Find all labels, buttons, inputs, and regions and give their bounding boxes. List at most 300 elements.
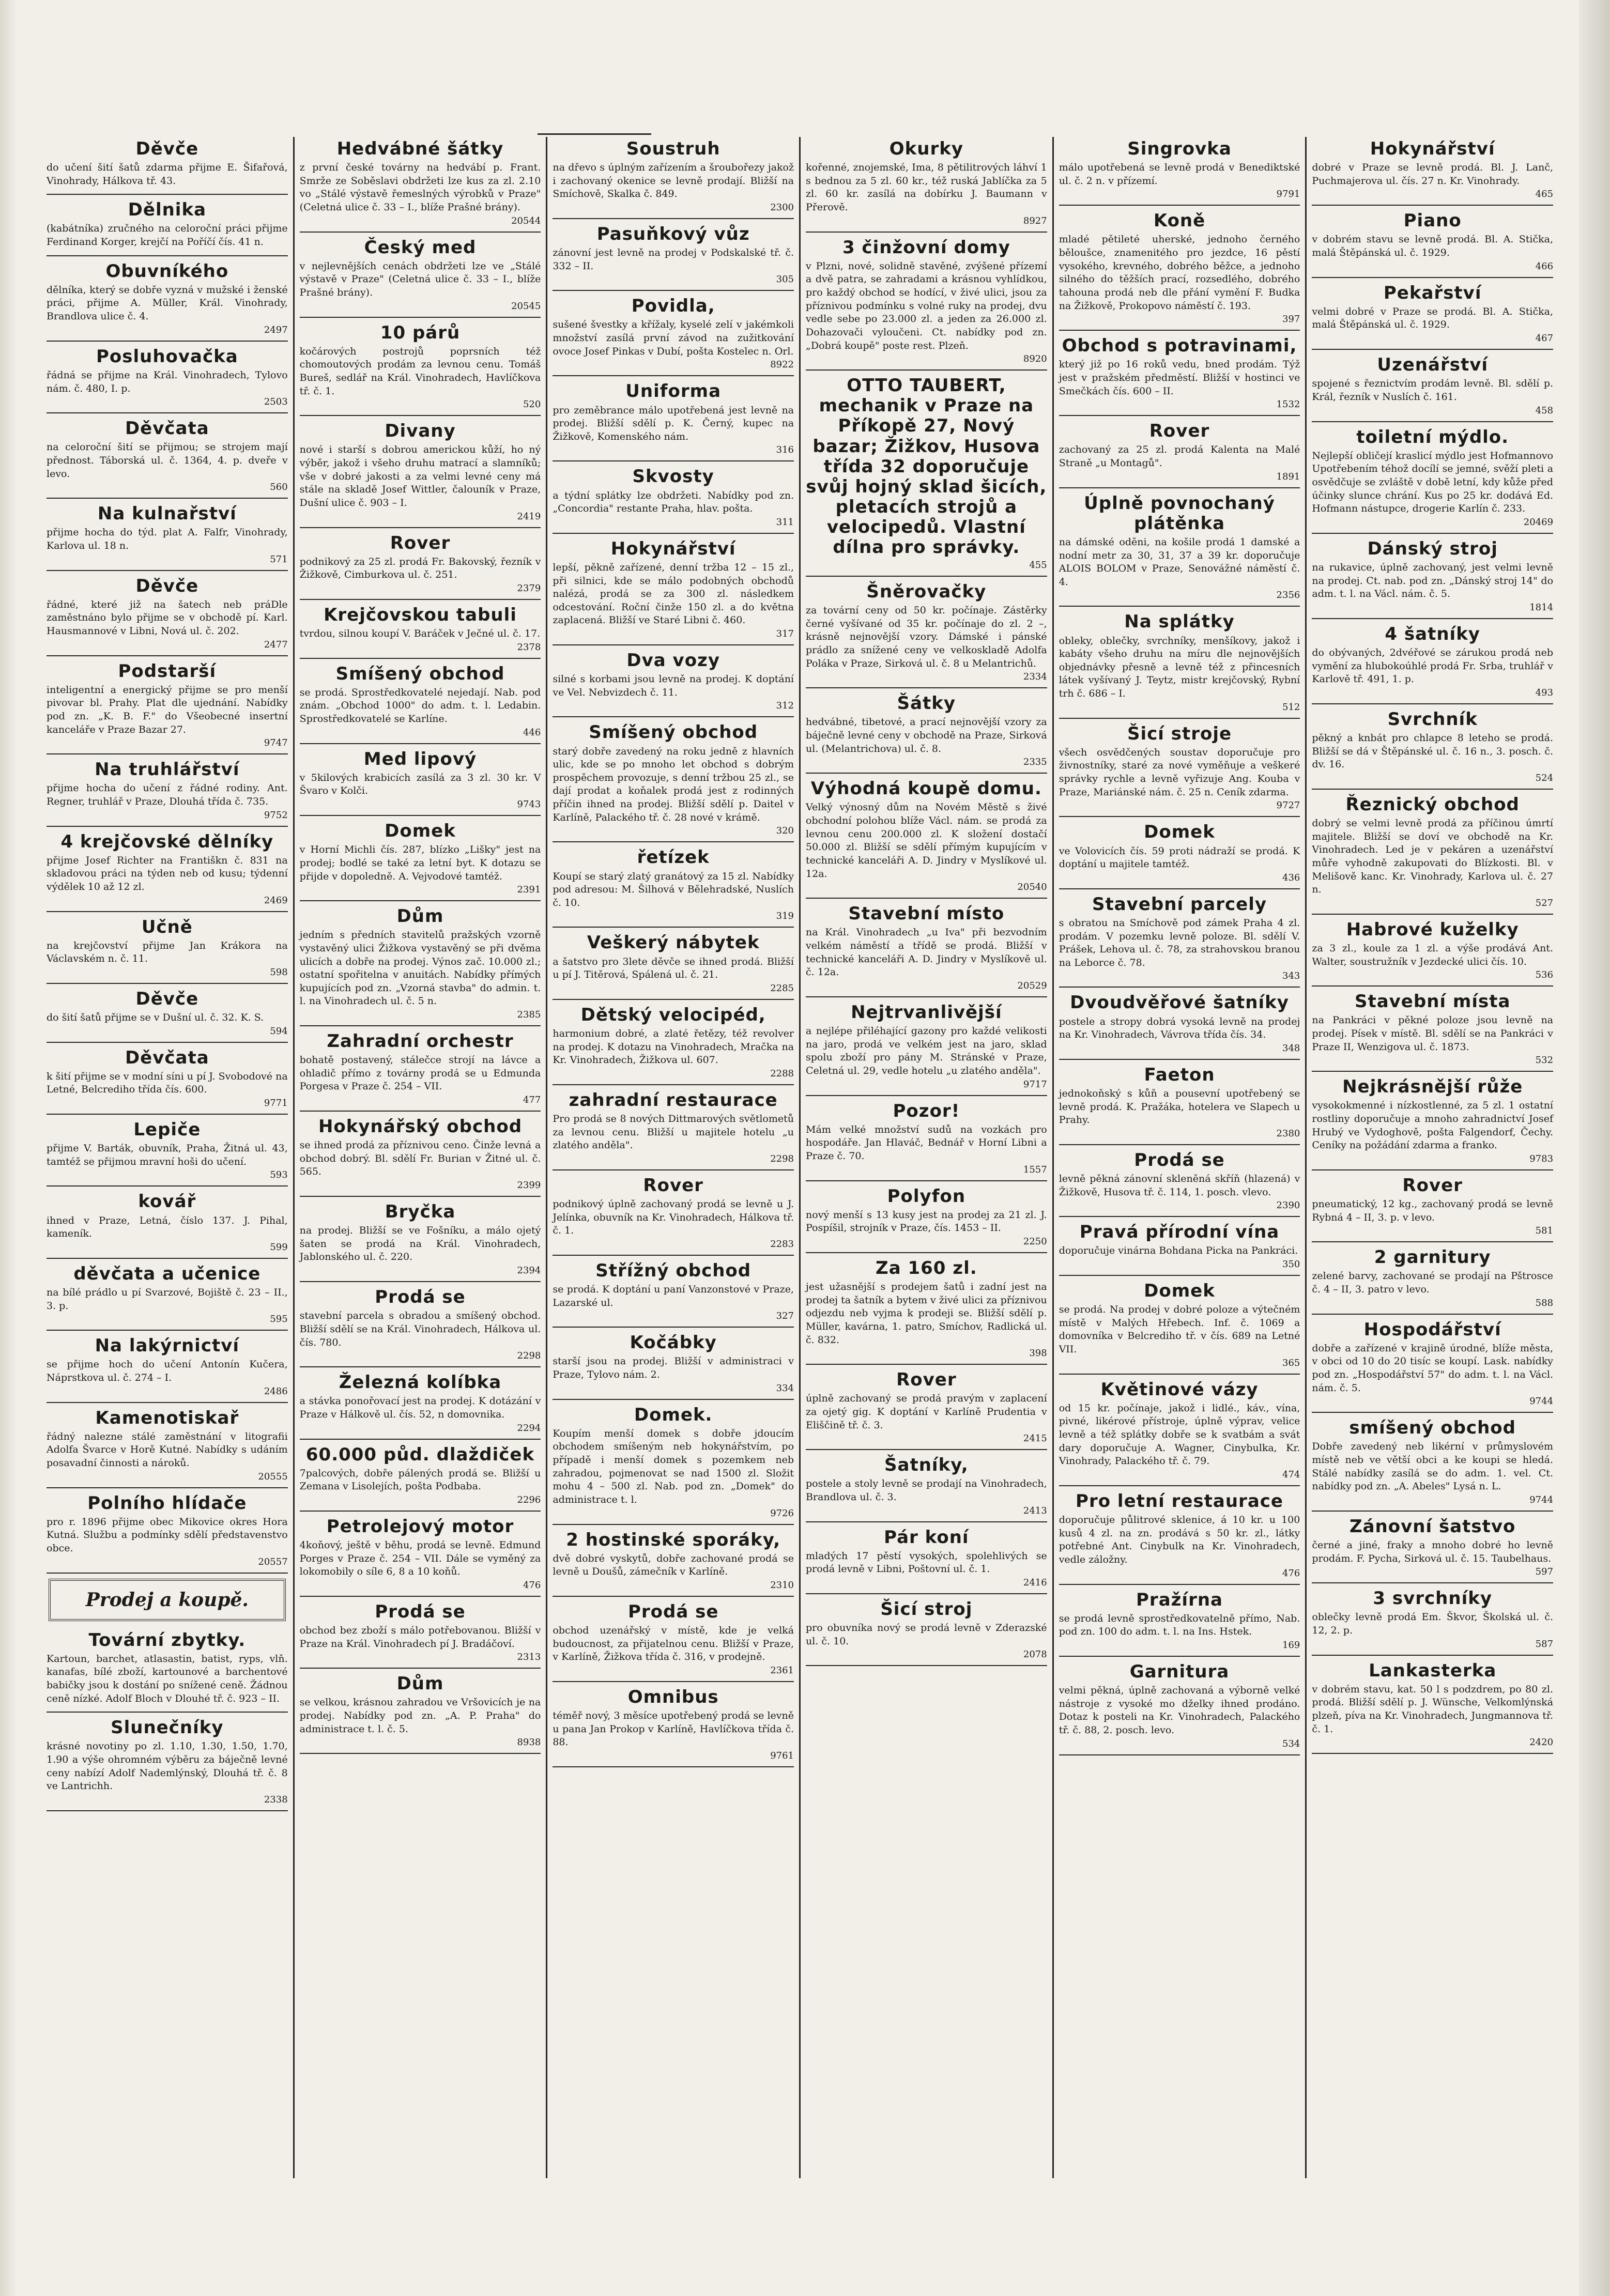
classified-ad — [300, 603, 541, 659]
ad-title: Rover — [1149, 421, 1210, 442]
classified-ad — [553, 379, 794, 461]
ad-body: v dobrém stavu se levně prodá. Bl. A. Stička, malá Štěpánská ul. č. 1929. — [1312, 234, 1554, 259]
ad-reference-number: 2338 — [264, 1794, 288, 1805]
ad-title: Piano — [1403, 210, 1462, 232]
classified-ad — [47, 1262, 288, 1331]
classified-ad — [1059, 1063, 1300, 1145]
ad-title: Zahradní orchestr — [327, 1031, 514, 1052]
ad-reference-number: 2335 — [1023, 757, 1047, 768]
ad-body: s obratou na Smíchově pod zámek Praha 4 zl. prodám. V pozemku levně poloze. Bl. sdělí V. Prášek, Lehova ul. č. 78, za strahovskou branou na Leborce č. 78. — [1059, 917, 1300, 968]
ad-body: řádná se přijme na Král. Vinohradech, Tylovo nám. č. 480, I. p. — [47, 369, 288, 394]
classified-ad — [300, 1200, 541, 1282]
ad-title: Na kulnařství — [97, 503, 237, 525]
ad-title: Dům — [396, 906, 444, 927]
ad-title: Zánovní šatstvo — [1349, 1516, 1516, 1537]
classified-ad — [1059, 209, 1300, 331]
classified-ad — [553, 1174, 794, 1256]
ad-reference-number: 8927 — [1023, 215, 1047, 226]
ad-reference-number: 9771 — [264, 1098, 288, 1109]
classified-ad — [1059, 334, 1300, 416]
classified-ad — [553, 465, 794, 533]
classified-ad — [47, 1491, 288, 1574]
ad-title: Dům — [396, 1673, 444, 1694]
ad-title: Kamenotiskař — [95, 1407, 239, 1428]
classified-ad — [300, 1672, 541, 1754]
ad-body: Dobře zavedený neb likérní v průmyslovém místě neb ve větší obci a ke koupi se hledá. Stálé nabídky zasílá se do adm. 1. vel. Ct. nabídky pod zn. „A. Abeles" Lysá n. L. — [1312, 1441, 1554, 1492]
ad-title: Faeton — [1144, 1064, 1215, 1085]
ad-reference-number: 9791 — [1276, 189, 1300, 200]
ad-reference-number: 397 — [1282, 314, 1300, 325]
classified-ad — [47, 1118, 288, 1186]
ad-title: Petrolejový motor — [326, 1516, 514, 1537]
ad-body: v Plzni, nové, solidně stavěné, zvýšené přízemí a dvě patra, se zahradami a krásnou vyhlídkou, pro každý obchod se hodící, v živé ulici, jsou za příznivou podmínku s volné ruky na prodej, dvu vedle sebe po 23.000 zl. a jeden za 26.000 zl. Dohazovači vyloučeni. Ct. nabídky pod zn. „Dobrá koupě" poste rest. Plzeň. — [806, 260, 1047, 351]
ad-reference-number: 9744 — [1529, 1396, 1554, 1407]
ad-title: Habrové kuželky — [1346, 919, 1519, 940]
ad-reference-number: 9747 — [264, 737, 288, 749]
ad-title: Obchod s potravinami, — [1062, 335, 1297, 357]
classified-ad — [1059, 491, 1300, 607]
ad-body: Velký výnosný dům na Novém Městě s živé obchodní polohou blíže Václ. nám. se prodá za levnou cenu 200.000 zl. K složení dostačí 50.000 zl. Bližší se sdělí přímým kupujícím v technické kanceláři A. D. Jindry v Myslíkové ul. 12a. — [806, 802, 1047, 880]
ad-body: pro obuvníka nový se prodá levně v Zderazské ul. č. 10. — [806, 1622, 1047, 1647]
classified-ad — [553, 1528, 794, 1597]
ad-reference-number: 2390 — [1276, 1200, 1300, 1211]
classified-ad — [1312, 281, 1553, 350]
classified-ad — [1312, 1174, 1553, 1242]
ad-title: Posluhovačka — [96, 346, 238, 367]
ad-body: na krejčovství přijme Jan Krákora na Václavském n. č. 11. — [47, 939, 288, 965]
classified-ad — [47, 1716, 288, 1811]
classified-ad — [1059, 1489, 1300, 1585]
ad-body: postele a stoly levně se prodají na Vinohradech, Brandlova ul. č. 3. — [806, 1478, 1047, 1503]
classified-ad — [553, 1685, 794, 1767]
ad-reference-number: 2294 — [517, 1422, 541, 1434]
ad-title: OTTO TAUBERT, mechanik v Praze na Příkopě 27, Nový bazar; Žižkov, Husova třída 32 doporučuje svůj hojný sklad šicích, pletacích strojů a velocipedů. Vlastní dílna pro správky. — [806, 375, 1047, 558]
classified-ad — [1312, 1245, 1553, 1314]
ad-title: Slunečníky — [111, 1717, 224, 1738]
classified-ad — [300, 1600, 541, 1669]
ad-column — [1054, 137, 1307, 2178]
ad-title: Polního hlídače — [87, 1492, 247, 1514]
ad-body: málo upotřebená se levně prodá v Benediktské ul. č. 2 n. v přízemí. — [1059, 162, 1300, 187]
classified-ad — [1312, 1318, 1553, 1413]
ad-body: bohatě postavený, stálečce strojí na lávce a ohladič přímo z továrny prodá se u Edmunda Porgesa v Praze č. 254 – VII. — [299, 1054, 541, 1092]
classified-ad — [553, 222, 794, 291]
ad-title: Šicí stroje — [1127, 723, 1232, 744]
ad-body: v Horní Michli čís. 287, blízko „Lišky" jest na prodej; bodlé se také za letní byt. K dotazu se přijde v dopoledně. A. Vejvodové tamtéž. — [299, 844, 541, 882]
ad-reference-number: 20469 — [1523, 516, 1554, 528]
ad-title: Děvče — [135, 988, 199, 1009]
ad-body: se prodá levně sprostředkovatelně přímo, Nab. pod zn. 100 do adm. t. l. na Ins. Hstek. — [1059, 1612, 1300, 1638]
section-banner: Prodej a koupě. — [49, 1579, 286, 1621]
ad-title: kovář — [138, 1191, 196, 1212]
ad-reference-number: 2296 — [517, 1494, 541, 1505]
ad-reference-number: 2419 — [517, 511, 541, 522]
ad-reference-number: 20540 — [1017, 882, 1047, 893]
ad-reference-number: 2385 — [517, 1009, 541, 1021]
classified-ad — [1312, 918, 1553, 987]
classified-ad — [47, 915, 288, 984]
classified-ad — [1312, 353, 1553, 422]
ad-reference-number: 2380 — [1276, 1128, 1300, 1139]
ad-reference-number: 474 — [1282, 1469, 1300, 1480]
ad-body: pro zeměbrance málo upotřebená jest levně na prodej. Bližší sdělí p. K. Černý, kupec na Žižkově, Komenského nám. — [553, 404, 794, 442]
ad-body: Nejlepší obličejí kraslicí mýdlo jest Hofmannovo Upotřebením téhož docílí se jemné, svěží pleti a osvědčuje se zvláště v době letní, kdy kůže před účinky slunce chrání. Kus po 25 kr. dodává Ed. Hofmann nástupce, drogerie Karlín č. 233. — [1312, 450, 1554, 515]
ad-reference-number: 466 — [1535, 260, 1554, 272]
ad-reference-number: 2285 — [770, 982, 794, 994]
ad-column — [547, 137, 801, 2178]
classified-ad — [300, 904, 541, 1026]
ad-reference-number: 599 — [270, 1241, 288, 1253]
ad-reference-number: 8922 — [770, 359, 794, 371]
classified-ad — [300, 1370, 541, 1439]
ad-reference-number: 2298 — [770, 1153, 794, 1164]
classified-ad — [1059, 820, 1300, 889]
ad-title: smíšený obchod — [1349, 1417, 1516, 1439]
ad-title: Stavební místa — [1354, 991, 1511, 1012]
ad-reference-number: 536 — [1535, 969, 1554, 981]
ad-title: Stavební místo — [848, 903, 1005, 924]
ad-body: velmi pěkná, úplně zachovaná a výborně velké nástroje z vysoké mo dželky ihned prodáno. Dotaz k posteli na Kr. Vinohradech, Palackého tř. č. 88, 2. posch. levo. — [1059, 1685, 1300, 1736]
ad-reference-number: 588 — [1535, 1297, 1554, 1308]
ad-body: řádné, které již na šatech neb práDle zaměstnáno bylo přijme se v obchodě pí. Karl. Hausmannové v Libni, Nová ul. č. 202. — [47, 598, 288, 637]
ad-body: na rukavice, úplně zachovaný, jest velmi levně na prodej. Ct. nab. pod zn. „Dánský stroj 14" do adm. t. l. na Václ. nám. č. 5. — [1312, 561, 1554, 600]
ad-reference-number: 1532 — [1276, 399, 1300, 410]
ad-reference-number: 2250 — [1023, 1236, 1047, 1247]
ad-body: z první české továrny na hedvábí p. Frant. Smrže ze Soběslavi obdržeti lze kus za zl. 2.10 vo „Stálé výstavě řemeslných výrobků v Praze" (Celetná ulice č. 33 – I., blíže Prašné brány). — [299, 162, 541, 213]
ad-body: a stávka ponořovací jest na prodej. K dotázání v Praze v Hálkově ul. čís. 52, n domovnika. — [299, 1395, 541, 1420]
ad-reference-number: 348 — [1282, 1042, 1300, 1054]
classified-ad — [553, 537, 794, 645]
classified-ad — [300, 531, 541, 600]
ad-title: Polyfon — [887, 1185, 966, 1207]
ad-title: Svrchník — [1387, 708, 1478, 730]
ad-reference-number: 534 — [1282, 1738, 1300, 1749]
classified-ad — [806, 902, 1047, 997]
ad-title: Hedvábné šátky — [336, 138, 504, 159]
ad-reference-number: 319 — [776, 911, 794, 922]
ad-body: stavební parcela s obradou a smíšený obchod. Bližší sdělí se na Král. Vinohradech, Hálkova ul. čís. 780. — [299, 1310, 541, 1348]
ad-title: Soustruh — [626, 138, 720, 159]
ad-reference-number: 598 — [270, 966, 288, 978]
classified-ad — [300, 321, 541, 417]
ad-title: Železná kolíbka — [339, 1372, 502, 1393]
classified-ad — [47, 198, 288, 256]
classified-ad — [1059, 419, 1300, 488]
ad-body: úplně zachovaný se prodá pravým v zaplacení za ojetý gig. K doptání v Karlíně Prudentia v Eliščině tř. č. 3. — [806, 1393, 1047, 1431]
ad-reference-number: 458 — [1535, 405, 1554, 416]
ad-title: Dva vozy — [626, 650, 720, 671]
classified-ad — [300, 662, 541, 744]
ad-title: 3 svrchníky — [1373, 1588, 1493, 1609]
ad-reference-number: 20545 — [511, 300, 541, 312]
ad-reference-number: 2477 — [264, 639, 288, 650]
classified-ad — [1312, 1586, 1553, 1655]
ad-body: do šití šatů přijme se v Dušní ul. č. 32. K. S. — [47, 1012, 264, 1024]
ad-reference-number: 477 — [523, 1095, 541, 1106]
ad-body: přijme hocha do týd. plat A. Falfr, Vinohrady, Karlova ul. 18 n. — [47, 527, 288, 551]
ad-body: jest užasnější s prodejem šatů i zadní jest na prodej ta šatník a bytem v živé ulici za příznivou odjezdu neb vyjma k prodeji se. Bližší sdělí p. Müller, kavárna, 1. patro, Smíchov, Radlická ul. č. 832. — [806, 1281, 1047, 1346]
ad-title: Dánský stroj — [1367, 538, 1498, 559]
ad-body: ve Volovicích čís. 59 proti nádraží se prodá. K doptání u majitele tamtéž. — [1059, 845, 1300, 870]
ad-title: Povidla, — [631, 296, 715, 317]
ad-title: 4 šatníky — [1385, 623, 1480, 644]
ad-reference-number: 2486 — [264, 1385, 288, 1397]
ad-reference-number: 9743 — [517, 799, 541, 810]
ad-body: zánovní jest levně na prodej v Podskalské tř. č. 332 – II. — [553, 247, 794, 272]
classified-ad — [806, 137, 1047, 233]
ad-reference-number: 597 — [1535, 1566, 1554, 1578]
ad-body: Pro prodá se 8 nových Dittmarových světlometů za levnou cenu. Bližší u majitele hotelu „u zlatého anděla". — [553, 1113, 794, 1151]
ad-body: na dřevo s úplným zařízením a šroubořezy jakož i zachovaný okenice se levně prodají. Bližší na Smíchově, Skalka č. 849. — [553, 162, 794, 200]
classified-ad — [553, 1600, 794, 1682]
ad-reference-number: 9783 — [1529, 1153, 1554, 1164]
classified-ad — [1059, 1279, 1300, 1375]
ad-reference-number: 317 — [776, 628, 794, 640]
ad-title: Singrovka — [1127, 138, 1232, 159]
ad-title: 4 krejčovské dělníky — [60, 831, 274, 852]
ad-reference-number: 8938 — [517, 1737, 541, 1748]
ad-title: Děvče — [135, 575, 199, 596]
ad-title: Rover — [390, 532, 451, 553]
ad-body: jednokoňský s kůň a pousevní upotřebený se levně prodá. K. Pražáka, hotelera ve Slapech u Prahy. — [1059, 1087, 1300, 1126]
ad-reference-number: 8920 — [1023, 353, 1047, 365]
ad-title: Lepiče — [133, 1119, 201, 1141]
ad-body: všech osvědčených soustav doporučuje pro živnostníky, staré za nové vyměňuje a veškeré správky rychle a levně vyřizuje Ang. Kouba v Praze, Mariánské nám. č. 25 n. Ceník zdarma. — [1059, 746, 1300, 798]
ad-body: kořenné, znojemské, Ima, 8 pětilitrových láhví 1 s bednou za 5 zl. 60 kr., též ruská Jablíčka za 5 zl. 60 kr. zasílá na dobírku J. Baumann v Přerově. — [806, 162, 1047, 213]
ad-body: do učení šití šatů zdarma přijme E. Šifařová, Vinohrady, Hálkova tř. 43. — [47, 162, 288, 187]
ad-body: pro r. 1896 přijme obec Mikovice okres Hora Kutná. Službu a podmínky sdělí představenstvo obce. — [47, 1516, 288, 1554]
ad-title: Rover — [896, 1369, 957, 1391]
ad-title: Hospodářství — [1363, 1319, 1501, 1340]
classified-ad — [553, 720, 794, 842]
ad-body: přijme hocha do učení z řádné rodiny. Ant. Regner, truhlář v Praze, Dlouhá třída č. 735. — [47, 782, 288, 807]
ad-column — [295, 137, 548, 2178]
ad-reference-number: 436 — [1282, 872, 1300, 883]
ad-title: Domek — [1144, 1280, 1215, 1301]
ad-body: na dámské oděni, na košile prodá 1 damské a nodní metr za 30, 31, 37 a 39 kr. doporučuje ALOIS BOLOM v Praze, Senovážné náměstí č. 4. — [1059, 536, 1300, 588]
classified-ad — [553, 1003, 794, 1085]
ad-reference-number: 2415 — [1023, 1433, 1047, 1444]
classified-ad — [47, 1406, 288, 1488]
ad-body: starý dobře zavedený na roku jedně z hlavních ulic, kde se po mnoho let obchod s dobrým prospěchem provozuje, s denní tržbou 25 zl., se dají prodat a koňalek prodá jest z rodinných příčin ihned na prodej. Bližší sdělí p. Daitel v Karlíně, Palackého tř. č. 28 nové v krámě. — [553, 745, 794, 823]
ad-body: mladých 17 pěstí vysokých, spolehlivých se prodá levně v Libni, Poštovní ul. č. 1. — [806, 1550, 1047, 1575]
ad-reference-number: 2334 — [1023, 671, 1047, 683]
ad-body: dobře a zařízené v krajině úrodné, blíže města, v obci od 10 do 20 tisíc se koupí. Lask. nabídky pod zn. „Hospodářství 57" do adm. t. l. na Václ. nám. č. 5. — [1312, 1342, 1554, 1394]
classified-ad — [806, 1525, 1047, 1594]
ad-column — [41, 137, 295, 2178]
classified-ad — [553, 931, 794, 999]
ad-title: 10 párů — [380, 322, 461, 343]
ad-body: mladé pětileté uherské, jednoho černého běloušce, znamenitého pro jezdce, 16 pěstí vysokého, krevného, dobrého běžce, a jednoho silného do těžších prací, rozsedlého, dobrého tahouna prodá neb dle přání vymění F. Budka na Žižkově, Prokopovo náměstí č. 193. — [1059, 234, 1300, 312]
ad-title: Český med — [364, 237, 477, 258]
classified-ad — [47, 659, 288, 755]
ad-reference-number: 2379 — [517, 583, 541, 594]
ad-body: postele a stropy dobrá vysoká levně na prodej na Kr. Vinohradech, Vávrova třída čís. 34. — [1059, 1015, 1300, 1041]
ad-body: podnikový za 25 zl. prodá Fr. Bakovský, řezník v Žižkově, Cimburkova ul. č. 251. — [299, 556, 541, 581]
ad-reference-number: 2391 — [517, 884, 541, 896]
ad-title: Okurky — [889, 138, 963, 159]
ad-body: a nejlépe přiléhající gazony pro každé velikosti na jaro, prodá ve velkém jest na jaro, sklad spolu zboží pro pány M. Stránské v Praze, Celetná ul. 29, vedle hotelu „u zlatého anděla". — [806, 1025, 1047, 1076]
ad-reference-number: 465 — [1535, 189, 1554, 200]
classified-ad — [1312, 209, 1553, 278]
ad-title: Veškerý nábytek — [587, 932, 760, 953]
classified-ad — [1059, 1148, 1300, 1217]
ad-reference-number: 476 — [523, 1579, 541, 1591]
ad-title: Domek — [1144, 822, 1215, 843]
classified-ad — [47, 259, 288, 342]
ad-reference-number: 1814 — [1529, 602, 1554, 613]
ad-title: Šátky — [897, 693, 956, 714]
classified-ad — [47, 502, 288, 571]
ad-title: Lankasterka — [1369, 1660, 1497, 1681]
ad-body: dvě dobré vyskytů, dobře zachované prodá se levně u Doušů, zámečník v Karlíně. — [553, 1552, 794, 1578]
ad-body: pneumatický, 12 kg., zachovaný prodá se levně Rybná 4 – II, 3. p. v levo. — [1312, 1198, 1554, 1223]
ad-reference-number: 2497 — [264, 324, 288, 335]
ad-title: Pro letní restaurace — [1076, 1490, 1283, 1512]
ad-reference-number: 312 — [776, 700, 794, 712]
ad-title: Smíšený obchod — [335, 663, 505, 684]
ad-reference-number: 320 — [776, 825, 794, 837]
ad-title: Pekařství — [1383, 282, 1482, 303]
ad-title: toiletní mýdlo. — [1356, 426, 1509, 448]
ad-body: přijme V. Barták, obuvník, Praha, Žitná ul. 43, tamtéž se přijmou mravní hoši do učení. — [47, 1143, 288, 1167]
classified-ad — [47, 1334, 288, 1403]
ad-body: ihned v Praze, Letná, číslo 137. J. Pihal, kameník. — [47, 1214, 288, 1240]
classified-ad — [300, 137, 541, 233]
ad-body: v nejlevnějších cenách obdržeti lze ve „Stálé výstavě v Praze" (Celetná ulice č. 33 – I., blíže Prašné brány). — [299, 260, 541, 299]
ad-body: který již po 16 roků vedu, bned prodám. Týž jest v pražském předměstí. Bližší v hostinci ve Smečkách čís. 600 – II. — [1059, 359, 1300, 397]
ad-body: Koupí se starý zlatý granátový za 15 zl. Nabídky pod adresou: M. Šilhová v Bělehradské, Nuslích č. 10. — [553, 870, 794, 908]
ad-body: silné s korbami jsou levně na prodej. K doptání ve Vel. Nebvizdech č. 11. — [553, 673, 794, 698]
ad-body: jedním s předních stavitelů pražských vzorně vystavěný ulici Žižkova vystavěný se při dvěma ulicích a dobře na prodej. Výnos zač. 10.000 zl.; ostatní spořitelna v anuitách. Nabídky přímých kupujících pod zn. „Vzorná stavba" do admin. t. l. na Vinohradech ul. č. 5 n. — [299, 929, 541, 1007]
classified-ad — [1059, 1378, 1300, 1486]
ad-body: se ihned prodá za příznivou ceno. Činže levná a obchod dobrý. Bl. sdělí Fr. Burian v Žitné ul. č. 565. — [299, 1139, 541, 1178]
ad-body: se velkou, krásnou zahradou ve Vršovicích je na prodej. Nabídky pod zn. „A. P. Praha" do administrace t. l. č. 5. — [299, 1697, 541, 1735]
classified-ad — [1312, 990, 1553, 1072]
ad-reference-number: 20529 — [1017, 980, 1047, 991]
ad-reference-number: 455 — [1029, 560, 1047, 571]
classified-ad — [806, 1256, 1047, 1365]
classified-ad — [1312, 1515, 1553, 1583]
ad-body: doporučuje vinárna Bohdana Picka na Pankráci. — [1059, 1245, 1298, 1257]
ad-body: Kartoun, barchet, atlasastin, batist, ryps, vlň. kanafas, bílé zboží, kartounové a barchentové babičky jsou k dostání po snížené ceně. Žádnou ceně nízké. Adolf Bloch v Dlouhé tř. č. 923 – II. — [47, 1653, 288, 1704]
ad-body: se prodá. Sprostředkovatelé nejedají. Nab. pod znám. „Obchod 1000" do adm. t. l. Ledabin. Sprostředkovatelé se Karlíne. — [299, 686, 541, 725]
ad-body: dělníka, který se dobře vyzná v mužské i ženské práci, přijme A. Müller, Král. Vinohrady, Brandlova ulice č. 4. — [47, 284, 288, 322]
ad-body: obchod bez zboží s málo potřebovanou. Bližší v Praze na Král. Vinohradech pí J. Bradáčoví. — [299, 1625, 541, 1650]
ad-title: Na lakýrnictví — [95, 1335, 240, 1357]
ad-reference-number: 2298 — [517, 1350, 541, 1362]
ad-body: dobrý se velmi levně prodá za příčinou úmrtí majitele. Bližší se doví ve obchodě na Kr. Vinohradech. Led je v pekáren a uzenářství můře vyhodně zakupovati do Blízkosti. Bl. v Melišově kanc. Kr. Vinohrady, Karlova ul. č. 27 n. — [1312, 817, 1554, 896]
ad-title: Prodá se — [627, 1601, 719, 1622]
ad-title: Divany — [385, 421, 456, 442]
ad-reference-number: 2378 — [517, 641, 541, 653]
classified-ad — [553, 1259, 794, 1328]
classified-ad — [1059, 137, 1300, 206]
ad-reference-number: 512 — [1282, 701, 1300, 713]
ad-title: děvčata a učenice — [73, 1263, 261, 1284]
classified-ad — [553, 1403, 794, 1525]
ad-title: Nejkrásnější růže — [1342, 1076, 1523, 1098]
ad-title: Šněrovačky — [866, 581, 987, 603]
ad-title: 2 garnitury — [1374, 1247, 1491, 1268]
ad-reference-number: 327 — [776, 1311, 794, 1322]
ad-reference-number: 532 — [1535, 1055, 1554, 1066]
ad-title: Stavební parcely — [1092, 893, 1267, 915]
ad-body: téměř nový, 3 měsíce upotřebený prodá se levně u pana Jan Prokop v Karlíně, Havlíčkova třída č. 88. — [553, 1710, 794, 1748]
ad-reference-number: 587 — [1535, 1638, 1554, 1650]
ad-reference-number: 2283 — [770, 1238, 794, 1250]
ad-reference-number: 20544 — [511, 215, 541, 226]
page-right-edge — [1579, 0, 1610, 2296]
ad-body: krásné novotiny po zl. 1.10, 1.30, 1.50, 1.70, 1.90 a výše ohromném výběru za báječně levné ceny nabízí Adolf Nademlýnský, Dlouhá tř. č. 8 ve Lantrichh. — [47, 1740, 288, 1792]
ad-title: Omnibus — [627, 1686, 719, 1707]
classified-ad — [1312, 622, 1553, 704]
ad-body: tvrdou, silnou koupí V. Baráček v Ječné ul. č. 17. — [299, 628, 541, 640]
ad-body: přijme Josef Richter na Františkn č. 831 na skladovou práci na týden neb od kusu; týdenní výdělek 10 až 12 zl. — [47, 854, 288, 892]
classified-ad — [806, 1000, 1047, 1096]
ad-body: pěkný a knbát pro chlapce 8 leteho se prodá. Bližší se dá v Štěpánské ul. č. 16 n., 3. posch. č. dv. 16. — [1312, 732, 1554, 771]
ad-body: na celoroční šití se přijmou; se strojem mají přednost. Táborská ul. č. 1364, 4. p. dveře v levo. — [47, 441, 288, 480]
ad-reference-number: 334 — [776, 1382, 794, 1394]
classified-ad — [47, 345, 288, 413]
ad-body: a týdní splátky lze obdržeti. Nabídky pod zn. „Concordia" restante Praha, hlav. pošta. — [553, 489, 794, 515]
classified-ad — [1312, 537, 1553, 619]
ad-title: Smíšený obchod — [589, 722, 758, 743]
classified-ad — [300, 1029, 541, 1112]
ad-body: od 15 kr. počínaje, jakož i lidlé., káv., vína, pivné, likérové přístroje, úplně výprav, velice levně a též splátky dobře se k svatbám a svát dary doporučuje A. Wagner, Cinybulka, Kr. Vinohrady, Palackého tř. č. 79. — [1059, 1402, 1300, 1467]
ad-reference-number: 2416 — [1023, 1577, 1047, 1589]
ad-reference-number: 9744 — [1529, 1494, 1554, 1505]
ad-body: 7palcových, dobře pálených prodá se. Bližší u Zemana v Lisolejích, pošta Podbaba. — [299, 1467, 541, 1492]
classified-ad — [806, 1368, 1047, 1450]
classified-ad — [47, 758, 288, 826]
ad-title: Kočábky — [630, 1332, 717, 1353]
classified-ad — [553, 845, 794, 928]
ad-body: v 5kilových krabicích zasílá za 3 zl. 30 kr. V Švaro v Kolči. — [299, 772, 541, 797]
page-left-edge — [0, 0, 16, 2296]
ad-body: doporučuje půlitrové sklenice, á 10 kr. u 100 kusů 4 zl. na zn. prodává s 50 kr. zl., látky potřebné Ant. Cinybulk na Kr. Vinohradech, vedle záložny. — [1059, 1514, 1300, 1565]
ad-title: 60.000 půd. dlaždiček — [305, 1444, 535, 1465]
ad-body: hedvábné, tibetové, a prací nejnovější vzory za báječně levné ceny v obchodě na Praze, Sirková ul. (Melantrichova) ul. č. 8. — [806, 716, 1047, 754]
ad-body: obchod uzenářský v místě, kde je velká budoucnost, za přijatelnou cenu. Bližší v Praze, v Karlíně, Žižkova třída č. 316, v prodejně. — [553, 1625, 794, 1663]
ad-body: obleky, oblečky, svrchníky, menšíkovy, jakož i kabáty všeho druhu na míru dle nejnovějších objednávky přesně a levně též z přincesních látek vyšívaný J. Teytz, mistr krejčovský, Rybní trh č. 686 – I. — [1059, 635, 1300, 700]
classified-ad — [553, 294, 794, 376]
ad-body: harmonium dobré, a zlaté řetězy, též revolver na prodej. K dotazu na Vinohradech, Mračka na Kr. Vinohradech, Žižkova ul. 607. — [553, 1027, 794, 1066]
ad-reference-number: 595 — [270, 1314, 288, 1325]
ad-body: kočárových postrojů poprsních též chomoutových prodám za levnou cenu. Tomáš Bureš, sedlář na Král. Vinohradech, Havlíčkova tř. č. 1. — [299, 345, 541, 397]
classified-ad — [806, 777, 1047, 899]
classified-ad — [300, 747, 541, 816]
ad-title: řetízek — [637, 847, 710, 868]
ad-title: Skvosty — [632, 466, 714, 487]
classified-ad — [1059, 722, 1300, 818]
classified-ad — [1312, 707, 1553, 790]
ad-reference-number: 467 — [1535, 333, 1554, 344]
classified-ad — [1312, 137, 1553, 206]
ad-body: vysokokmenné i nízkostlenné, za 5 zl. 1 ostatní rostliny doporučuje a mnoho zahradnictví Josef Hrubý ve Vydoghově, pošta Falgendorf, Čechy. Ceníky na požádání zdarma a franko. — [1312, 1100, 1554, 1151]
ad-body: na Pankráci v pěkné poloze jsou levně na prodej. Písek v místě. Bl. sdělí se na Pankráci v Praze II, Wenzigova ul. č. 1873. — [1312, 1014, 1554, 1053]
classified-ad — [300, 1285, 541, 1367]
ad-body: za 3 zl., koule za 1 zl. a výše prodává Ant. Walter, soustružník v Jezdecké ulici čís. 10. — [1312, 942, 1554, 967]
classified-ad — [300, 819, 541, 901]
ad-body: podnikový úplně zachovaný prodá se levně u J. Jelínka, obuvník na Kr. Vinohradech, Hálkova tř. č. 1. — [553, 1198, 794, 1237]
classified-ad — [47, 987, 288, 1043]
ad-title: Šicí stroj — [880, 1599, 973, 1620]
classified-ad — [806, 1184, 1047, 1253]
ad-title: Hokynářství — [1370, 138, 1495, 159]
ad-body: (kabátníka) zručného na celoroční práci přijme Ferdinand Korger, krejčí na Poříčí čís. 41 n. — [47, 223, 288, 248]
ad-title: Pár koní — [884, 1527, 969, 1548]
